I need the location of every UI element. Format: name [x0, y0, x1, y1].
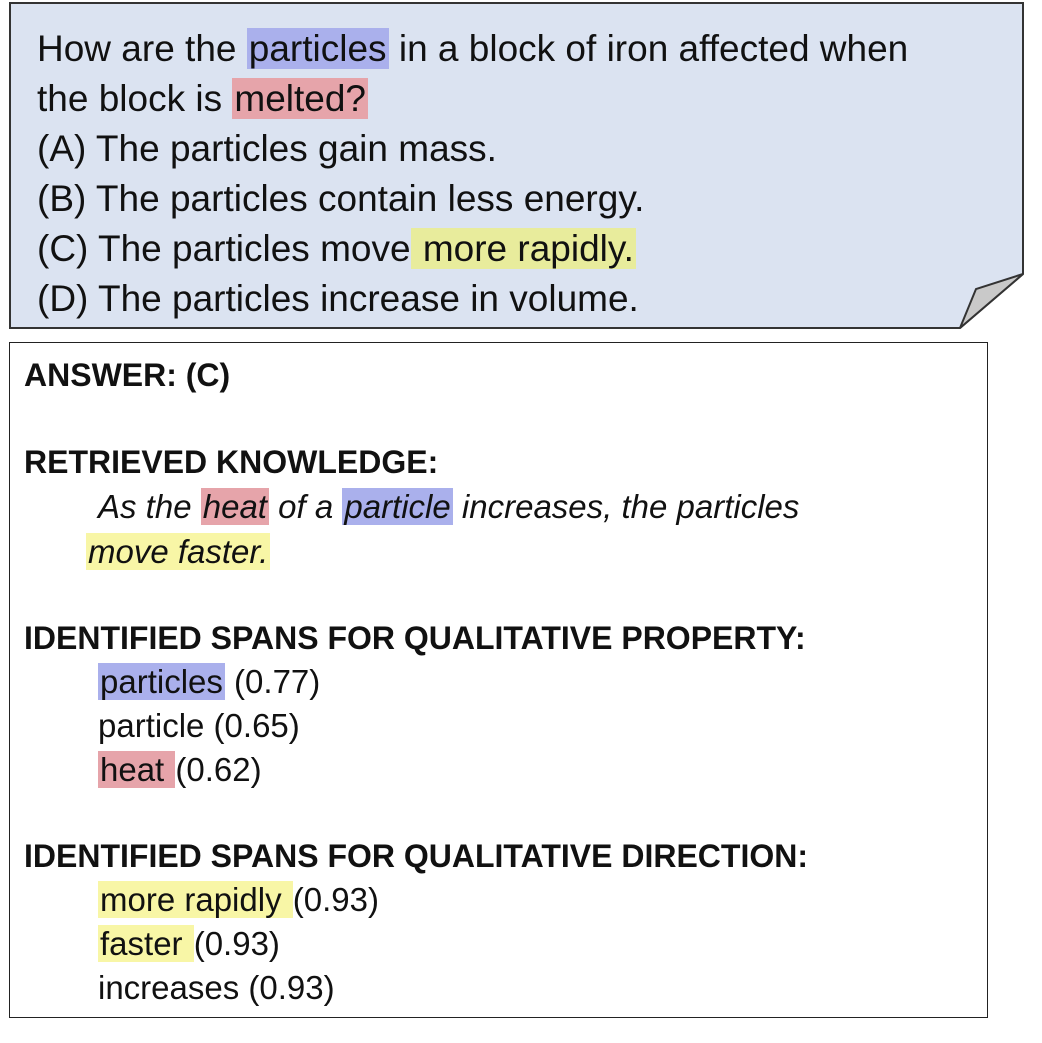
- question-stem-text: in a block of iron affected when: [388, 28, 909, 69]
- span-score: (0.65): [204, 707, 300, 744]
- option-a: (A) The particles gain mass.: [37, 128, 497, 169]
- question-stem-line-2: [37, 74, 1017, 124]
- question-stem-text: How are the: [37, 28, 247, 69]
- property-spans-heading: IDENTIFIED SPANS FOR QUALITATIVE PROPERTY:: [24, 620, 806, 656]
- span-score: (0.93): [239, 969, 335, 1006]
- question-text: [37, 24, 1017, 324]
- property-span-item: [24, 704, 974, 748]
- option-c-text: (C) The particles move: [37, 228, 411, 269]
- direction-span-item: [24, 922, 974, 966]
- knowledge-text: increases, the particles: [452, 488, 800, 525]
- option-d: (D) The particles increase in volume.: [37, 278, 639, 319]
- retrieved-knowledge-line-2: [24, 529, 974, 574]
- direction-span-item: [24, 966, 974, 1010]
- highlight-melted: melted?: [234, 78, 367, 119]
- answer-heading: ANSWER: (C): [24, 357, 231, 393]
- span-text: more rapidly: [100, 881, 291, 918]
- span-score: (0.62): [175, 751, 262, 788]
- option-c: [37, 224, 1017, 274]
- answer-box: [9, 342, 988, 1018]
- highlight-particle: particle: [344, 488, 451, 525]
- property-span-item: [24, 748, 974, 792]
- highlight-heat: heat: [202, 488, 267, 525]
- question-stem-text: the block is: [37, 78, 233, 119]
- direction-spans-heading: IDENTIFIED SPANS FOR QUALITATIVE DIRECTION:: [24, 838, 808, 874]
- knowledge-text: As the: [98, 488, 201, 525]
- span-text: heat: [100, 751, 174, 788]
- highlight-particles: particles: [248, 28, 387, 69]
- option-b: (B) The particles contain less energy.: [37, 178, 645, 219]
- span-score: (0.93): [193, 925, 280, 962]
- highlight-move-faster: move faster.: [88, 533, 269, 570]
- span-score: (0.77): [224, 663, 321, 700]
- span-text: particle: [98, 707, 205, 744]
- retrieved-knowledge-heading: RETRIEVED KNOWLEDGE:: [24, 444, 439, 480]
- property-span-item: [24, 660, 974, 704]
- span-text: increases: [98, 969, 240, 1006]
- question-stem-line-1: [37, 24, 1017, 74]
- answer-content: [24, 353, 974, 1010]
- span-score: (0.93): [292, 881, 379, 918]
- question-card: [9, 2, 1024, 329]
- direction-span-item: [24, 878, 974, 922]
- knowledge-text: of a: [268, 488, 343, 525]
- retrieved-knowledge-line-1: [24, 484, 974, 529]
- span-text: faster: [100, 925, 192, 962]
- highlight-more-rapidly: more rapidly.: [412, 228, 634, 269]
- span-text: particles: [100, 663, 223, 700]
